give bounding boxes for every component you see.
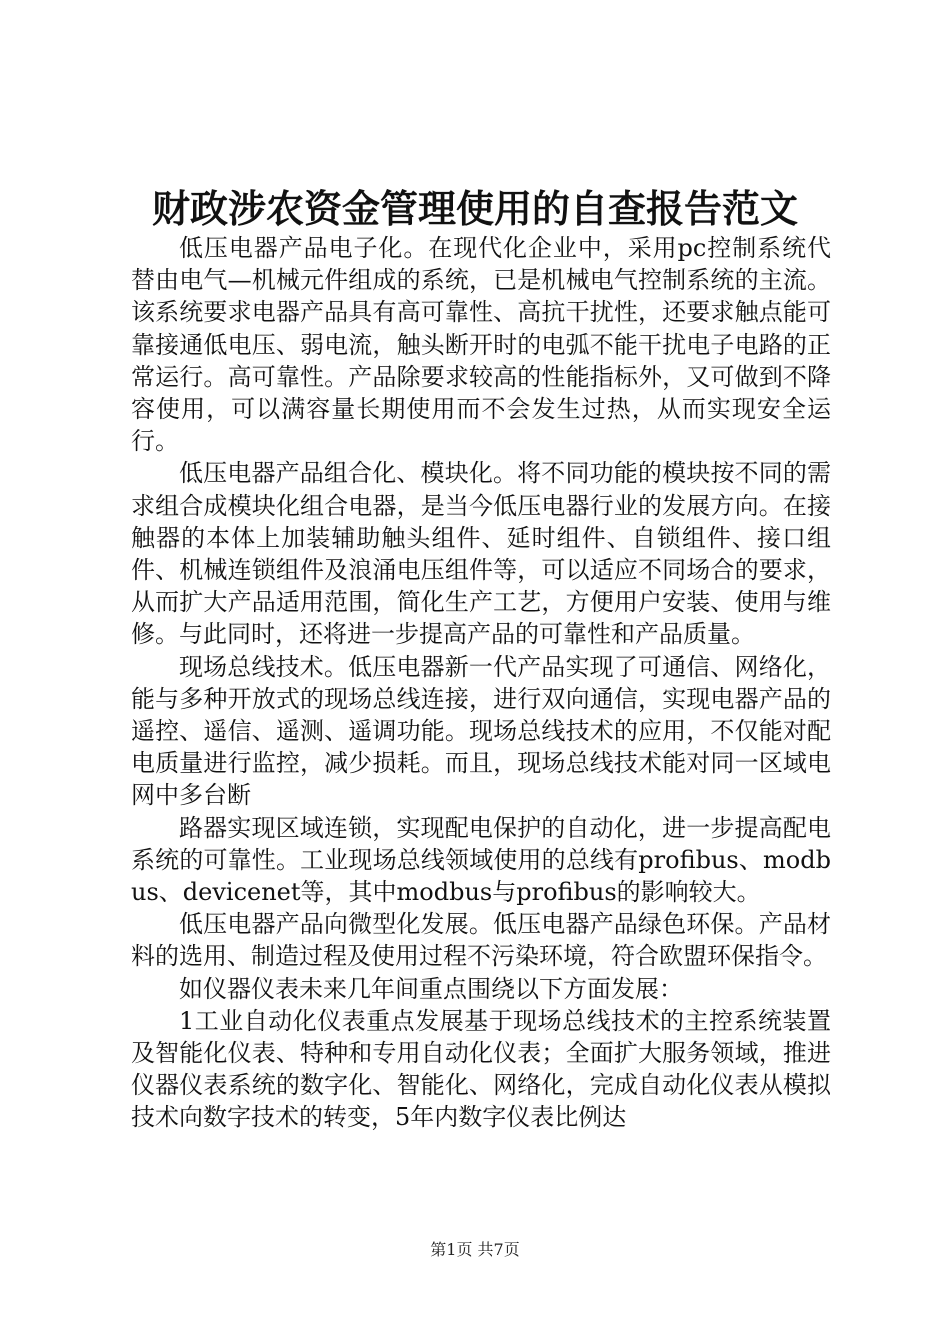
- paragraph-6: 如仪器仪表未来几年间重点围绕以下方面发展：: [179, 974, 683, 1003]
- paragraph-2: 低压电器产品组合化、模块化。将不同功能的模块按不同的需求组合成模块化组合电器，是当今低压电器行业的发展方向。在接触器的本体上加装辅助触头组件、延时组件、自锁组件、接口组件、机械连锁组件及浪涌电压组件等，可以适应不同场合的要求，从而扩大产品适用范围，简化生产工艺，方便用户安装、使用与维修。与此同时，还将进一步提高产品的可靠性和产品质量。: [131, 459, 831, 649]
- paragraph-7: 1工业自动化仪表重点发展基于现场总线技术的主控系统装置及智能化仪表、特种和专用自动化仪表；全面扩大服务领域，推进仪器仪表系统的数字化、智能化、网络化，完成自动化仪表从模拟技术向数字技术的转变，5年内数字仪表比例达: [131, 1006, 831, 1132]
- paragraph-1: 低压电器产品电子化。在现代化企业中，采用pc控制系统代替由电气—机械元件组成的系统，已是机械电气控制系统的主流。该系统要求电器产品具有高可靠性、高抗干扰性，还要求触点能可靠接通低电压、弱电流，触头断开时的电弧不能干扰电子电路的正常运行。高可靠性。产品除要求较高的性能指标外，又可做到不降容使用，可以满容量长期使用而不会发生过热，从而实现安全运行。: [131, 234, 831, 456]
- document-title: 财政涉农资金管理使用的自查报告范文: [151, 186, 798, 231]
- document-body: [131, 232, 831, 1134]
- paragraph-5: 低压电器产品向微型化发展。低压电器产品绿色环保。产品材料的选用、制造过程及使用过程不污染环境，符合欧盟环保指令。: [131, 910, 831, 971]
- paragraph-4: 路器实现区域连锁，实现配电保护的自动化，进一步提高配电系统的可靠性。工业现场总线领域使用的总线有profibus、modbus、devicenet等，其中modbus与profibus的影响较大。: [131, 813, 831, 907]
- paragraph-3: 现场总线技术。低压电器新一代产品实现了可通信、网络化，能与多种开放式的现场总线连接，进行双向通信，实现电器产品的遥控、遥信、遥测、遥调功能。现场总线技术的应用，不仅能对配电质量进行监控，减少损耗。而且，现场总线技术能对同一区域电网中多台断: [131, 652, 831, 810]
- page-number-footer: 第1页 共7页: [430, 1240, 520, 1259]
